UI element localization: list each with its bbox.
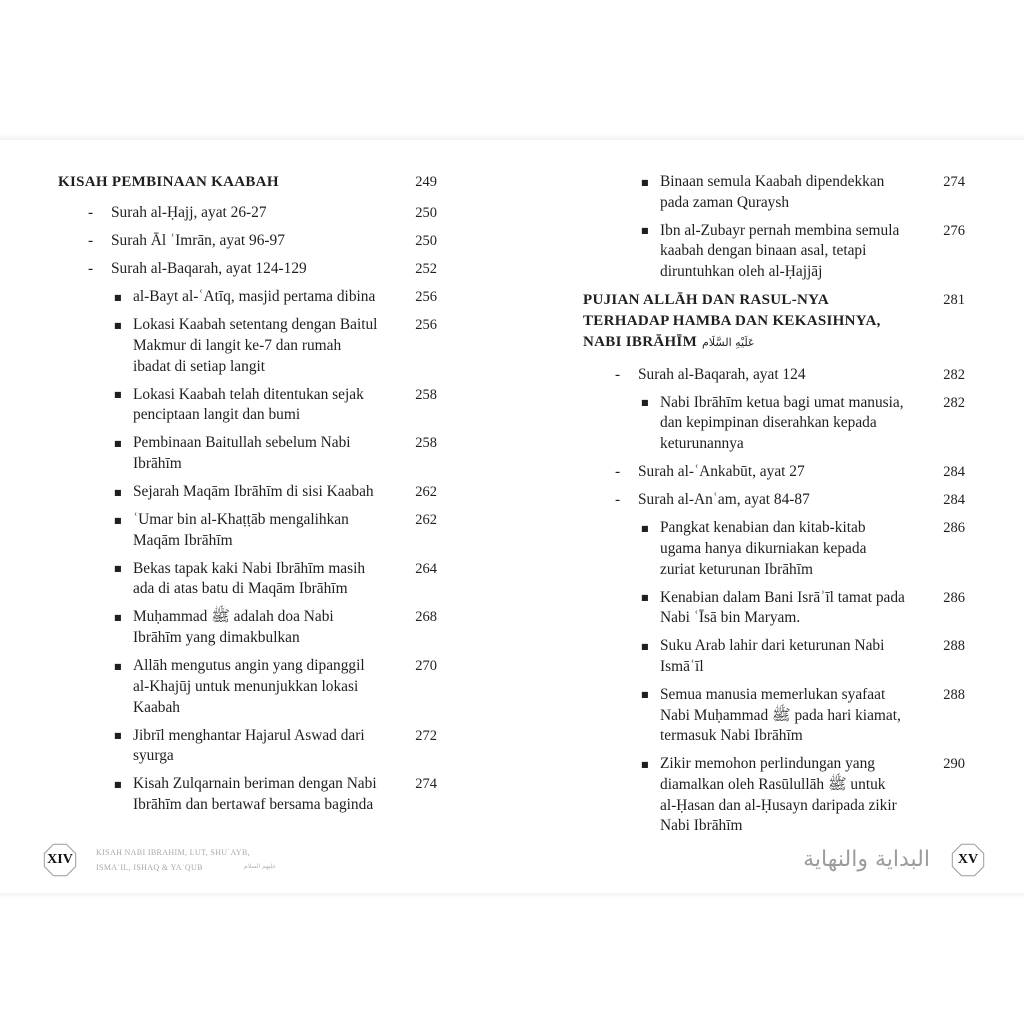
toc-subsection-entry [583, 221, 965, 283]
dash-marker: - [615, 463, 621, 481]
entry-title: Pembinaan Baitullah sebelum Nabi Ibrāhīm [133, 434, 351, 473]
toc-subsection-entry [583, 518, 965, 580]
page-edge-bottom [0, 893, 1024, 1024]
entry-title: Kenabian dalam Bani Isrāʾīl tamat pada Nabi ʿĪsā bin Maryam. [660, 588, 905, 627]
toc-subsection-entry [58, 774, 437, 815]
folio-number: XV [957, 852, 979, 867]
entry-title: Surah al-Baqarah, ayat 124 [638, 365, 806, 383]
entry-title: Semua manusia memerlukan syafaat Nabi Muḥammad ﷺ pada hari kiamat, termasuk Nabi Ibrāhīm [660, 685, 901, 745]
dash-marker: - [88, 232, 94, 250]
entry-title: Pangkat kenabian dan kitab-kitab ugama hanya dikurniakan kepada zuriat keturunan Ibrāhīm [660, 519, 867, 578]
page-number: 272 [415, 727, 437, 744]
toc-subsection-entry [58, 315, 437, 377]
bullet-square-icon: ■ [114, 564, 122, 574]
entry-title: Surah al-Anʿam, ayat 84-87 [638, 491, 810, 509]
folio-badge-right [950, 842, 986, 878]
entry-title: Zikir memohon perlindungan yang diamalkan oleh Rasūlullāh ﷺ untuk al-Ḥasan dan al-Ḥusayn daripada zikir Nabi Ibrāhīm [660, 755, 897, 835]
toc-subsection-entry [583, 685, 965, 747]
page-number: 286 [943, 589, 965, 606]
toc-subsection-entry [58, 433, 437, 474]
bullet-square-icon: ■ [114, 487, 122, 497]
dash-marker: - [615, 491, 621, 509]
bullet-square-icon: ■ [114, 731, 122, 741]
entry-title: Lokasi Kaabah setentang dengan Baitul Makmur di langit ke-7 dan rumah ibadat di setiap langit [133, 316, 378, 375]
bullet-square-icon: ■ [114, 292, 122, 302]
entry-title: Surah Āl ʿImrān, ayat 96-97 [111, 232, 285, 250]
folio-badge-left [42, 842, 78, 878]
bullet-square-icon: ■ [114, 779, 122, 789]
toc-subsection-entry [583, 172, 965, 213]
entry-title: Muḥammad ﷺ adalah doa Nabi Ibrāhīm yang dimakbulkan [133, 608, 334, 647]
toc-chapter-heading [583, 290, 965, 353]
bullet-square-icon: ■ [114, 612, 122, 622]
book-logo-calligraphy: البداية والنهاية [803, 847, 930, 872]
running-title-honorific: عليهم السلام [244, 863, 277, 870]
bullet-square-icon: ■ [114, 320, 122, 330]
toc-section-entry [58, 259, 437, 280]
toc-subsection-entry [58, 385, 437, 426]
page-number: 268 [415, 609, 437, 626]
toc-section-entry [58, 231, 437, 252]
page-number: 290 [943, 756, 965, 773]
entry-title: Suku Arab lahir dari keturunan Nabi Ismāʿīl [660, 637, 885, 675]
page-edge-top [0, 0, 1024, 140]
entry-title: al-Bayt al-ʿAtīq, masjid pertama dibina [133, 288, 376, 306]
entry-title: Allāh mengutus angin yang dipanggil al-Khajūj untuk menunjukkan lokasi Kaabah [133, 657, 365, 716]
entry-title: Jibrīl menghantar Hajarul Aswad dari syurga [133, 726, 365, 765]
entry-title: Lokasi Kaabah telah ditentukan sejak penciptaan langit dan bumi [133, 385, 364, 424]
bullet-square-icon: ■ [641, 226, 649, 236]
toc-section-entry [583, 365, 965, 386]
left-page-toc [58, 172, 437, 823]
toc-subsection-entry [58, 482, 437, 503]
bullet-square-icon: ■ [114, 515, 122, 525]
page-number: 282 [943, 394, 965, 411]
page-number: 250 [415, 205, 437, 222]
toc-subsection-entry [583, 588, 965, 629]
chapter-title [583, 290, 965, 353]
running-title-line1: KISAH NABI IBRAHIM, LUT, SHUʿAYB, [96, 848, 250, 857]
toc-section-entry [583, 490, 965, 511]
entry-title: Sejarah Maqām Ibrāhīm di sisi Kaabah [133, 483, 374, 501]
bullet-square-icon: ■ [641, 177, 649, 187]
running-title-line2: ISMAʿIL, ISHAQ & YAʿQUB [96, 863, 203, 872]
entry-title: Surah al-Ḥajj, ayat 26-27 [111, 204, 267, 222]
toc-subsection-entry [583, 754, 965, 837]
page-number: 258 [415, 435, 437, 452]
page-number: 256 [415, 289, 437, 306]
bullet-square-icon: ■ [641, 690, 649, 700]
dash-marker: - [88, 204, 94, 222]
entry-title: ʿUmar bin al-Khaṭṭāb mengalihkan Maqām Ibrāhīm [133, 511, 349, 549]
bullet-square-icon: ■ [114, 390, 122, 400]
bullet-square-icon: ■ [114, 661, 122, 671]
page-number: 281 [943, 292, 965, 309]
page-number: 288 [943, 686, 965, 703]
toc-subsection-entry [58, 726, 437, 767]
entry-title: Surah al-Baqarah, ayat 124-129 [111, 260, 307, 278]
entry-title: Bekas tapak kaki Nabi Ibrāhīm masih ada di atas batu di Maqām Ibrāhīm [133, 559, 366, 598]
toc-subsection-entry [58, 607, 437, 648]
page-number: 264 [415, 560, 437, 577]
dash-marker: - [88, 260, 94, 278]
toc-section-entry [583, 462, 965, 483]
entry-title: Nabi Ibrāhīm ketua bagi umat manusia, dan kepimpinan diserahkan kepada keturunannya [660, 393, 904, 453]
page-number: 274 [943, 174, 965, 190]
page-number: 270 [415, 658, 437, 675]
page-number: 286 [943, 520, 965, 537]
toc-subsection-entry [583, 636, 965, 677]
toc-subsection-entry [58, 656, 437, 718]
page-number: 262 [415, 484, 437, 501]
bullet-square-icon: ■ [641, 593, 649, 603]
page-number: 250 [415, 233, 437, 250]
entry-title: Ibn al-Zubayr pernah membina semula kaabah dengan binaan asal, tetapi diruntuhkan oleh al-Ḥajjāj [660, 221, 900, 281]
entry-title: Binaan semula Kaabah dipendekkan pada zaman Quraysh [660, 173, 885, 211]
page-number: 288 [943, 638, 965, 655]
page-number: 284 [943, 492, 965, 509]
honorific-arabic: عَلَيْهِ السَّلَام [702, 335, 755, 349]
page-number: 249 [415, 174, 437, 190]
bullet-square-icon: ■ [641, 759, 649, 769]
page-number: 258 [415, 386, 437, 403]
bullet-square-icon: ■ [641, 641, 649, 651]
toc-subsection-entry [583, 393, 965, 455]
page-number: 262 [415, 512, 437, 529]
toc-chapter-heading [58, 172, 437, 193]
dash-marker: - [615, 365, 621, 383]
folio-number: XIV [47, 852, 73, 867]
entry-title: Surah al-ʿAnkabūt, ayat 27 [638, 463, 805, 481]
entry-title: Kisah Zulqarnain beriman dengan Nabi Ibrāhīm dan bertawaf bersama baginda [133, 775, 377, 813]
bullet-square-icon: ■ [641, 523, 649, 533]
toc-subsection-entry [58, 510, 437, 551]
bullet-square-icon: ■ [641, 398, 649, 408]
page-number: 284 [943, 464, 965, 481]
right-page-toc [583, 172, 965, 844]
toc-subsection-entry [58, 287, 437, 308]
page-number: 282 [943, 366, 965, 383]
page-number: 276 [943, 222, 965, 239]
chapter-title: KISAH PEMBINAAN KAABAH [58, 174, 279, 190]
toc-section-entry [58, 203, 437, 224]
bullet-square-icon: ■ [114, 438, 122, 448]
page-number: 252 [415, 261, 437, 278]
page-number: 256 [415, 317, 437, 334]
page-number: 274 [415, 776, 437, 793]
toc-subsection-entry [58, 559, 437, 600]
chapter-title-text: PUJIAN ALLĀH DAN RASUL-NYA TERHADAP HAMBA DAN KEKASIHNYA, NABI IBRĀHĪM [583, 292, 881, 350]
